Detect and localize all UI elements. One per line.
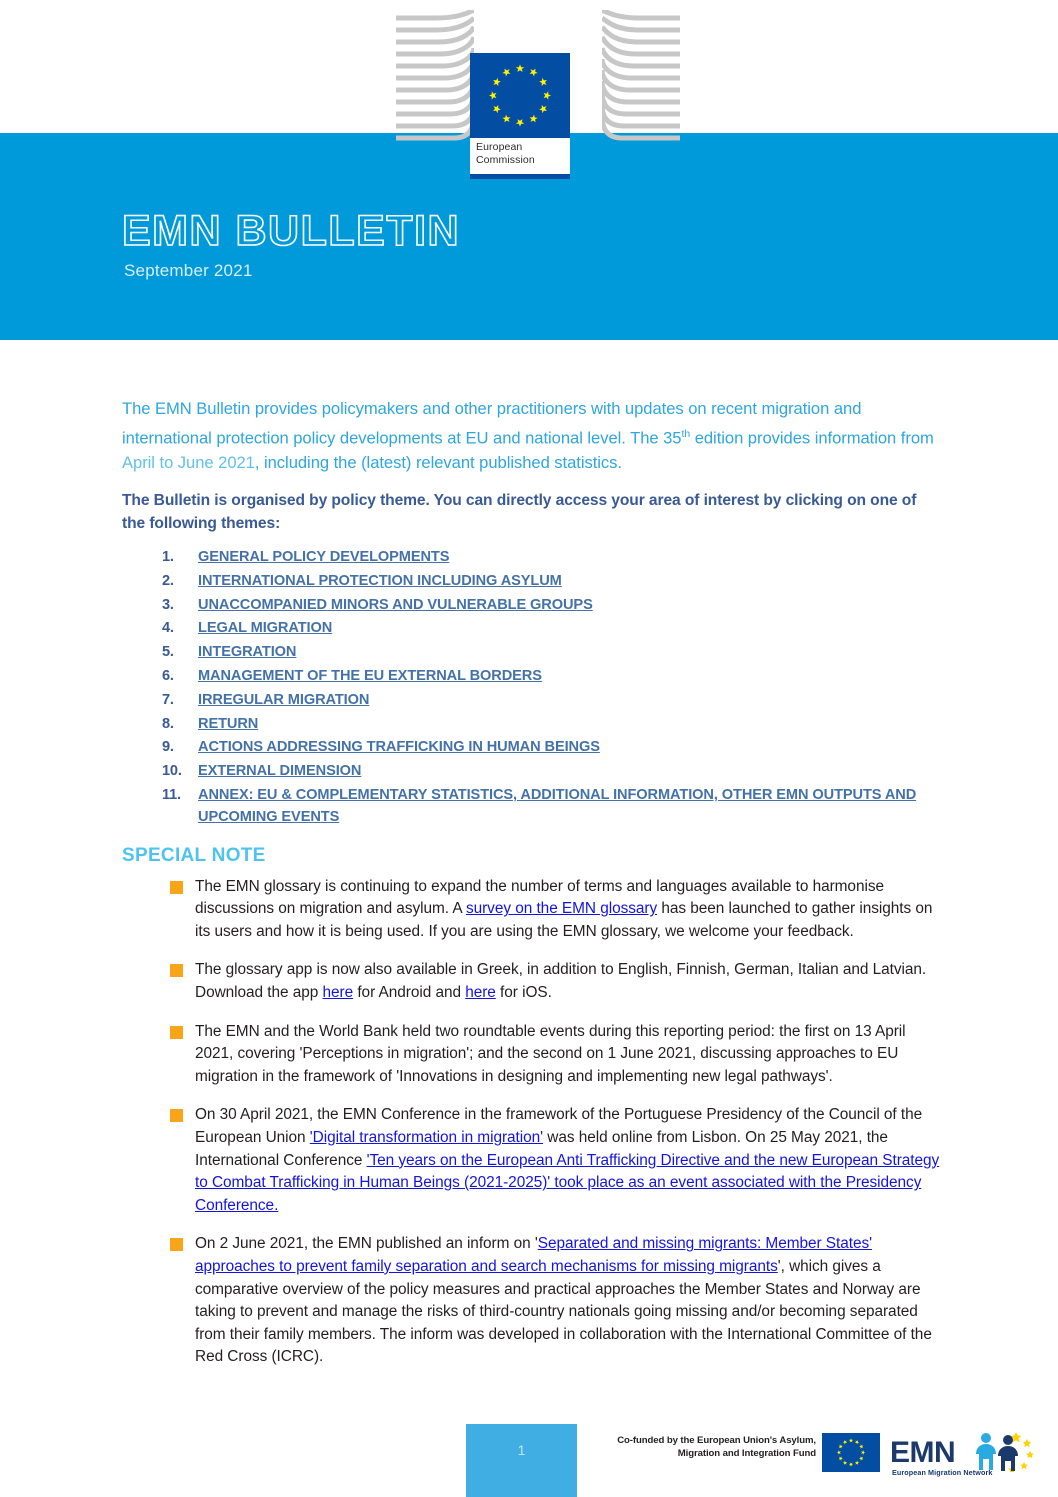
theme-link-general-policy-developments[interactable]: GENERAL POLICY DEVELOPMENTS [198, 549, 450, 566]
emn-logo-wordmark: EMN [890, 1436, 956, 1469]
theme-list-item[interactable] [122, 689, 940, 711]
special-note-bullet-glossary-app [122, 959, 940, 1004]
theme-link-external-dimension[interactable]: EXTERNAL DIMENSION [198, 763, 362, 780]
page-number: 1 [517, 1442, 526, 1458]
ec-logo-underbar [470, 174, 570, 179]
european-commission-logo [396, 0, 680, 178]
bullet5-text-1: On 2 June 2021, the EMN published an inform on ' [195, 1235, 538, 1253]
ec-logo-text-line1: European [476, 141, 523, 153]
intro-organised-paragraph: The Bulletin is organised by policy theme. You can directly access your area of interest by clicking on one of the following themes: [122, 492, 917, 533]
main-content [0, 340, 1058, 1385]
intro-text-part2: edition provides information from [690, 428, 934, 448]
intro-highlight-period: April to June 2021 [122, 452, 255, 472]
intro-text-part3: , including the (latest) relevant published statistics. [254, 452, 622, 472]
page-subtitle: September 2021 [124, 261, 253, 280]
theme-link-annex[interactable]: ANNEX: EU & COMPLEMENTARY STATISTICS, ADDITIONAL INFORMATION, OTHER EMN OUTPUTS AND UPCOMING EVENTS [198, 787, 917, 826]
special-note-bullet-emn-conference [122, 1104, 940, 1217]
page-footer [0, 1424, 1058, 1497]
eu-flag-icon [470, 53, 570, 138]
link-here-ios[interactable]: here [465, 983, 496, 1001]
theme-list-item[interactable] [122, 546, 940, 568]
special-note-heading: SPECIAL NOTE [122, 844, 266, 866]
theme-list-item[interactable] [122, 736, 940, 758]
theme-list-item[interactable] [122, 594, 940, 616]
cofunding-line2: Migration and Integration Fund [677, 1448, 816, 1459]
bullet1-text-1: The EMN glossary is continuing to expand the number of terms and languages available to harmonise discussions on migration and asylum. A [195, 877, 884, 918]
theme-link-trafficking-human-beings[interactable]: ACTIONS ADDRESSING TRAFFICKING IN HUMAN BEINGS [198, 739, 600, 756]
bullet4-text-1: On 30 April 2021, the EMN Conference in the framework of the Portuguese Presidency of the Council of the European Union [195, 1106, 923, 1146]
theme-link-unaccompanied-minors[interactable]: UNACCOMPANIED MINORS AND VULNERABLE GROUPS [198, 596, 593, 613]
bullet5-text-2: ', which gives a comparative overview of the policy measures and practical approaches the Member States and Norway are taking to prevent and manage the risks of third-country nationals going missing and/or becoming separated from their family members. The inform was developed in collaboration with the International Committee of the Red Cross (ICRC). [195, 1257, 932, 1366]
theme-link-legal-migration[interactable]: LEGAL MIGRATION [198, 620, 333, 637]
theme-list-item[interactable] [122, 570, 940, 592]
theme-list-item[interactable] [122, 784, 940, 829]
bullet2-text-2: for Android and [353, 983, 466, 1001]
theme-list-item[interactable] [122, 641, 940, 663]
theme-link-return[interactable]: RETURN [198, 715, 259, 732]
link-here-android[interactable]: here [322, 983, 354, 1001]
theme-link-integration[interactable]: INTEGRATION [198, 644, 297, 661]
bullet1-text-2: has been launched to gather insights on its users and how it is being used. If you are using the EMN glossary, we welcome your feedback. [195, 900, 933, 940]
ec-wave-lines-left-icon [396, 10, 474, 142]
theme-link-management-external-borders[interactable]: MANAGEMENT OF THE EU EXTERNAL BORDERS [198, 668, 542, 685]
link-survey-on-emn-glossary[interactable]: survey on the EMN glossary [465, 900, 658, 918]
link-separated-and-missing-migrants[interactable]: Separated and missing migrants: Member States' approaches to prevent family separation and search mechanisms for missing migrants [195, 1235, 873, 1275]
emn-people-stars-icon [972, 1430, 1034, 1477]
theme-list-item[interactable] [122, 713, 940, 735]
theme-list-item[interactable] [122, 665, 940, 687]
page-number-box [466, 1424, 577, 1497]
bullet2-text-1: The glossary app is now also available in Greek, in addition to English, Finnish, German, Italian and Latvian. Download the app [195, 961, 927, 1001]
eu-flag-icon [822, 1433, 880, 1472]
special-note-bullet-world-bank-roundtables [122, 1021, 940, 1089]
special-note-bullet-separated-missing-migrants [122, 1233, 940, 1369]
special-note-bullet-glossary-survey [122, 876, 940, 944]
emn-logo [890, 1430, 1036, 1482]
intro-text-part1: The EMN Bulletin provides policymakers and other practitioners with updates on recent migration and international protection policy developments at EU and national level. The 35 [122, 399, 862, 448]
intro-paragraph [122, 397, 940, 475]
cofunding-line1: Co-funded by the European Union's Asylum, [617, 1435, 816, 1446]
special-note-bullet-list [122, 876, 940, 1369]
link-digital-transformation-in-migration[interactable]: 'Digital transformation in migration' [309, 1128, 544, 1146]
ec-logo-text [470, 138, 570, 174]
theme-list-item[interactable] [122, 760, 940, 782]
bullet3-text-1: The EMN and the World Bank held two roundtable events during this reporting period: the first on 13 April 2021, covering 'Perceptions in migration'; and the second on 1 June 2021, discussing approaches to EU migration in the framework of 'Innovations in designing and implementing new legal pathways'. [195, 1022, 906, 1085]
intro-superscript: th [681, 427, 691, 440]
link-ten-years-anti-trafficking-directive[interactable]: 'Ten years on the European Anti Trafficking Directive and the new European Strategy to Combat Trafficking in Human Beings (2021-2025)' took place as an event associated with the Presidency Conference. [195, 1151, 940, 1214]
ec-logo-text-line2: Commission [476, 154, 535, 166]
theme-list-item[interactable] [122, 617, 940, 639]
cofunding-statement [596, 1434, 816, 1460]
theme-link-international-protection[interactable]: INTERNATIONAL PROTECTION INCLUDING ASYLUM [198, 572, 562, 589]
ec-wave-lines-right-icon [602, 10, 680, 142]
emn-logo-tagline: European Migration Network [892, 1468, 993, 1477]
theme-link-irregular-migration[interactable]: IRREGULAR MIGRATION [198, 691, 370, 708]
bullet4-text-2: was held online from Lisbon. On 25 May 2021, the International Conference [195, 1128, 888, 1169]
bullet2-text-3: for iOS. [495, 983, 552, 1001]
theme-list [122, 546, 940, 829]
page-title: EMN BULLETIN [122, 207, 461, 255]
